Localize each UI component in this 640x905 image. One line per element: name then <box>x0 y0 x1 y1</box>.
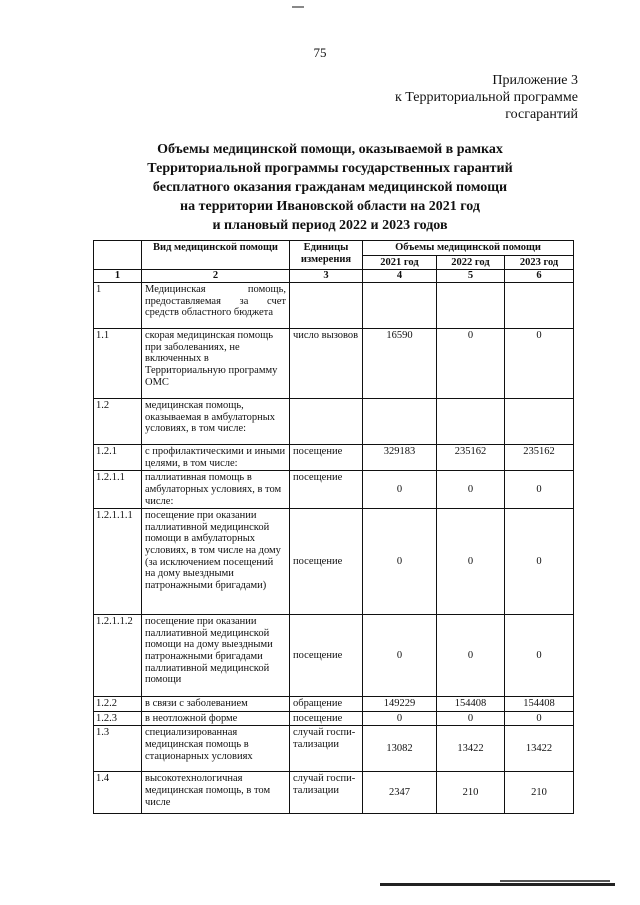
table-row <box>94 283 574 329</box>
row-type: в связи с заболеванием <box>142 697 290 712</box>
header-year-2021: 2021 год <box>363 255 437 270</box>
index-cell: 4 <box>363 270 437 283</box>
row-value-2023: 0 <box>505 615 574 697</box>
table-row <box>94 329 574 399</box>
row-value-2021: 149229 <box>363 697 437 712</box>
appendix-line: к Территориальной программе <box>394 90 578 105</box>
row-value-2023: 154408 <box>505 697 574 712</box>
header-type: Вид медицинской помощи <box>142 241 290 270</box>
index-cell: 2 <box>142 270 290 283</box>
table-row <box>94 772 574 814</box>
row-type: Медицинская помощь, предоставляемая за счет средств областного бюджета <box>142 283 290 329</box>
header-year-2022: 2022 год <box>437 255 505 270</box>
row-number: 1.3 <box>94 726 142 772</box>
row-value-2021: 13082 <box>363 726 437 772</box>
table-row <box>94 726 574 772</box>
row-value-2021: 0 <box>363 509 437 615</box>
row-unit <box>290 399 363 445</box>
header-num-cell <box>94 241 142 270</box>
row-number: 1.2.1 <box>94 445 142 471</box>
row-unit: обращение <box>290 697 363 712</box>
row-value-2023: 0 <box>505 471 574 509</box>
title-line: Территориальной программы государственных гарантий <box>147 161 513 176</box>
row-value-2023 <box>505 399 574 445</box>
row-type: посещение при оказании паллиативной медицинской помощи на дому выездными патронажными бригадами паллиативной медицинской помощи <box>142 615 290 697</box>
row-value-2022: 0 <box>437 471 505 509</box>
row-unit: число вызовов <box>290 329 363 399</box>
table-row <box>94 509 574 615</box>
row-value-2022: 0 <box>437 509 505 615</box>
table-row <box>94 445 574 471</box>
row-number: 1.2.1.1.2 <box>94 615 142 697</box>
row-value-2022: 0 <box>437 615 505 697</box>
row-type: высокотехнологичная медицинская помощь, в том числе <box>142 772 290 814</box>
row-number: 1.4 <box>94 772 142 814</box>
row-unit: посещение <box>290 711 363 726</box>
row-value-2022: 154408 <box>437 697 505 712</box>
row-value-2021 <box>363 283 437 329</box>
index-cell: 3 <box>290 270 363 283</box>
row-type: посещение при оказании паллиативной медицинской помощи в амбулаторных условиях, в том числе на дому (за исключением посещений на дому выездными патронажными бригадами) <box>142 509 290 615</box>
row-value-2023: 235162 <box>505 445 574 471</box>
appendix-line: Приложение 3 <box>492 73 578 88</box>
index-cell: 1 <box>94 270 142 283</box>
table-row <box>94 697 574 712</box>
table-row <box>94 399 574 445</box>
row-unit: посещение <box>290 445 363 471</box>
row-type: в неотложной форме <box>142 711 290 726</box>
row-value-2022: 13422 <box>437 726 505 772</box>
row-number: 1.2.2 <box>94 697 142 712</box>
document-title <box>100 140 560 235</box>
table-row <box>94 711 574 726</box>
header-volumes: Объемы медицинской помощи <box>363 241 574 256</box>
row-type: медицинская помощь, оказываемая в амбулаторных условиях, в том числе: <box>142 399 290 445</box>
row-value-2023: 0 <box>505 329 574 399</box>
appendix-note <box>395 72 578 123</box>
row-value-2021: 329183 <box>363 445 437 471</box>
index-row <box>94 270 574 283</box>
index-cell: 6 <box>505 270 574 283</box>
index-cell: 5 <box>437 270 505 283</box>
row-value-2022: 0 <box>437 329 505 399</box>
row-type: с профилактическими и иными целями, в том числе: <box>142 445 290 471</box>
scan-artifact <box>500 880 610 882</box>
row-unit <box>290 283 363 329</box>
row-unit: посещение <box>290 471 363 509</box>
row-value-2022: 0 <box>437 711 505 726</box>
row-value-2023 <box>505 283 574 329</box>
row-number: 1.2.1.1 <box>94 471 142 509</box>
row-value-2022: 210 <box>437 772 505 814</box>
row-value-2021: 0 <box>363 615 437 697</box>
row-number: 1.2 <box>94 399 142 445</box>
title-line: бесплатного оказания гражданам медицинской помощи <box>152 180 508 195</box>
row-value-2021: 16590 <box>363 329 437 399</box>
row-type: скорая медицинская помощь при заболеваниях, не включенных в Территориальную программу ОМС <box>142 329 290 399</box>
row-number: 1.2.1.1.1 <box>94 509 142 615</box>
row-type: паллиативная помощь в амбулаторных условиях, в том числе: <box>142 471 290 509</box>
row-value-2022: 235162 <box>437 445 505 471</box>
row-number: 1.1 <box>94 329 142 399</box>
header-row <box>94 241 574 256</box>
row-value-2022 <box>437 399 505 445</box>
row-number: 1.2.3 <box>94 711 142 726</box>
row-unit: посещение <box>290 509 363 615</box>
row-unit: случай госпи-тализации <box>290 772 363 814</box>
scan-artifact <box>380 883 615 886</box>
title-line: на территории Ивановской области на 2021 год <box>180 199 480 214</box>
row-value-2021 <box>363 399 437 445</box>
row-number: 1 <box>94 283 142 329</box>
row-value-2023: 0 <box>505 711 574 726</box>
scan-mark <box>292 6 304 8</box>
appendix-line: госгарантий <box>505 107 578 122</box>
row-value-2023: 210 <box>505 772 574 814</box>
row-value-2021: 0 <box>363 471 437 509</box>
title-line: и плановый период 2022 и 2023 годов <box>212 218 448 233</box>
row-unit: посещение <box>290 615 363 697</box>
row-value-2023: 13422 <box>505 726 574 772</box>
title-line: Объемы медицинской помощи, оказываемой в рамках <box>157 142 503 157</box>
row-type: специализированная медицинская помощь в стационарных условиях <box>142 726 290 772</box>
header-unit: Единицы измерения <box>290 241 363 270</box>
row-unit: случай госпи-тализации <box>290 726 363 772</box>
header-year-2023: 2023 год <box>505 255 574 270</box>
row-value-2023: 0 <box>505 509 574 615</box>
page-number: 75 <box>313 45 327 60</box>
row-value-2021: 2347 <box>363 772 437 814</box>
row-value-2021: 0 <box>363 711 437 726</box>
volumes-table <box>93 240 574 814</box>
table-row <box>94 615 574 697</box>
table-row <box>94 471 574 509</box>
row-value-2022 <box>437 283 505 329</box>
